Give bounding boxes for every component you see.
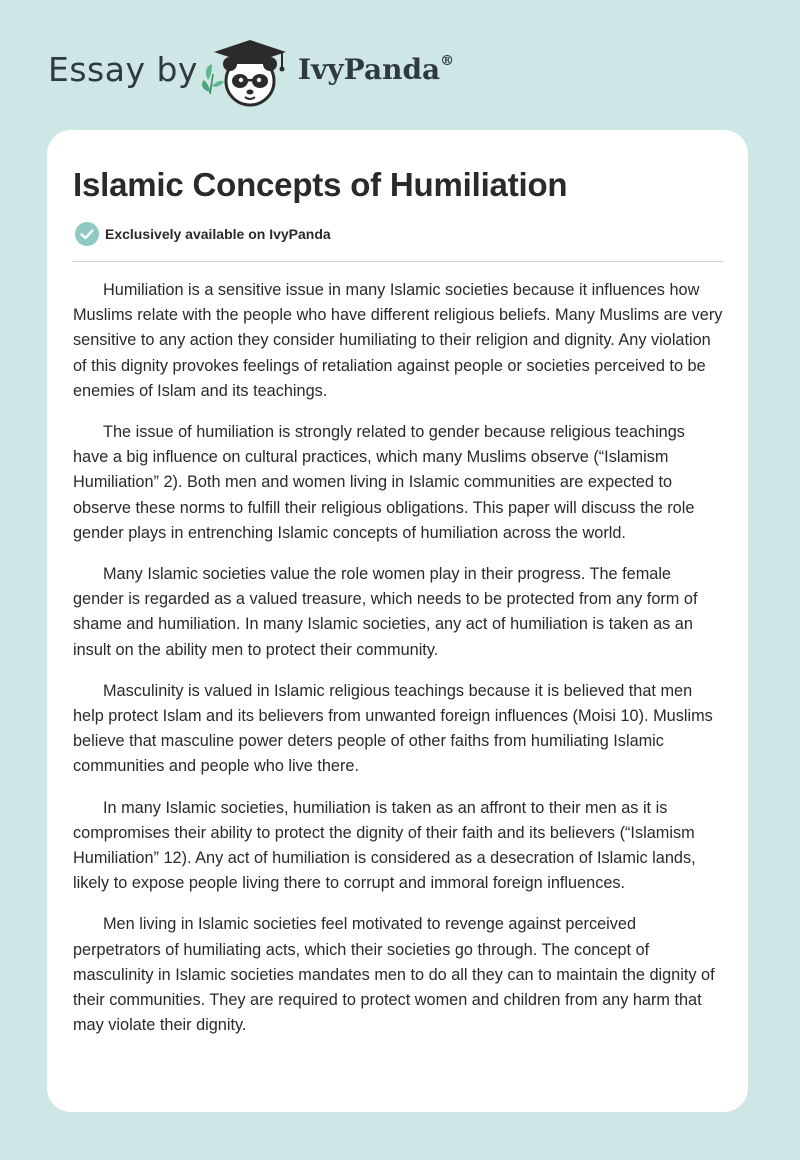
essay-body — [73, 278, 723, 1054]
check-circle-icon — [75, 222, 99, 246]
essay-card — [47, 130, 748, 1112]
essay-title: Islamic Concepts of Humiliation — [73, 166, 568, 203]
paragraph: Masculinity is valued in Islamic religious teachings because it is believed that men help protect Islam and its believers from unwanted foreign influences (Moisi 10). Muslims believe that masculine power deters people of other faiths from humiliating Islamic communities and people who live there. — [73, 681, 713, 776]
exclusive-badge-label: Exclusively available on IvyPanda — [105, 226, 331, 242]
title-divider — [73, 261, 723, 262]
brand-name[interactable] — [298, 53, 454, 86]
paragraph: Humiliation is a sensitive issue in many Islamic societies because it influences how Muslims relate with the people who have different religious beliefs. Many Muslims are very sensitive to any action they consider humiliating to their religion and dignity. Any violation of this dignity provokes feelings of retaliation against people or societies perceived to be enemies of Islam and its teachings. — [73, 281, 723, 400]
essay-by-label: Essay by — [48, 50, 198, 89]
exclusive-badge — [75, 222, 331, 246]
registered-mark: ® — [440, 52, 455, 69]
paragraph: Many Islamic societies value the role women play in their progress. The female gender is regarded as a valued treasure, which needs to be protected from any form of shame and humiliation. In many Islamic societies, any act of humiliation is taken as an insult on the ability men to protect their community. — [73, 565, 698, 659]
brand-name-text: IvyPanda — [298, 53, 441, 86]
panda-logo-icon[interactable] — [200, 34, 296, 110]
paragraph: In many Islamic societies, humiliation is taken as an affront to their men as it is compromises their ability to protect the dignity of their faith and its believers (“Islamism Humiliation” 12). Any act of humiliation is considered as a desecration of Islamic lands, likely to expose people living there to corrupt and immoral foreign influences. — [73, 798, 696, 893]
paragraph: Men living in Islamic societies feel motivated to revenge against perceived perpetrators of humiliating acts, which their societies go through. The concept of masculinity in Islamic societies mandates men to do all they can to maintain the dignity of their communities. They are required to protect women and children from any harm that may violate their dignity. — [73, 915, 715, 1035]
paragraph: The issue of humiliation is strongly related to gender because religious teachings have a big influence on cultural practices, which many Muslims observe (“Islamism Humiliation” 2). Both men and women living in Islamic communities are expected to observe these norms to fulfill their religious obligations. This paper will discuss the role gender plays in entrenching Islamic concepts of humiliation across the world. — [73, 423, 695, 542]
site-header — [48, 34, 748, 114]
